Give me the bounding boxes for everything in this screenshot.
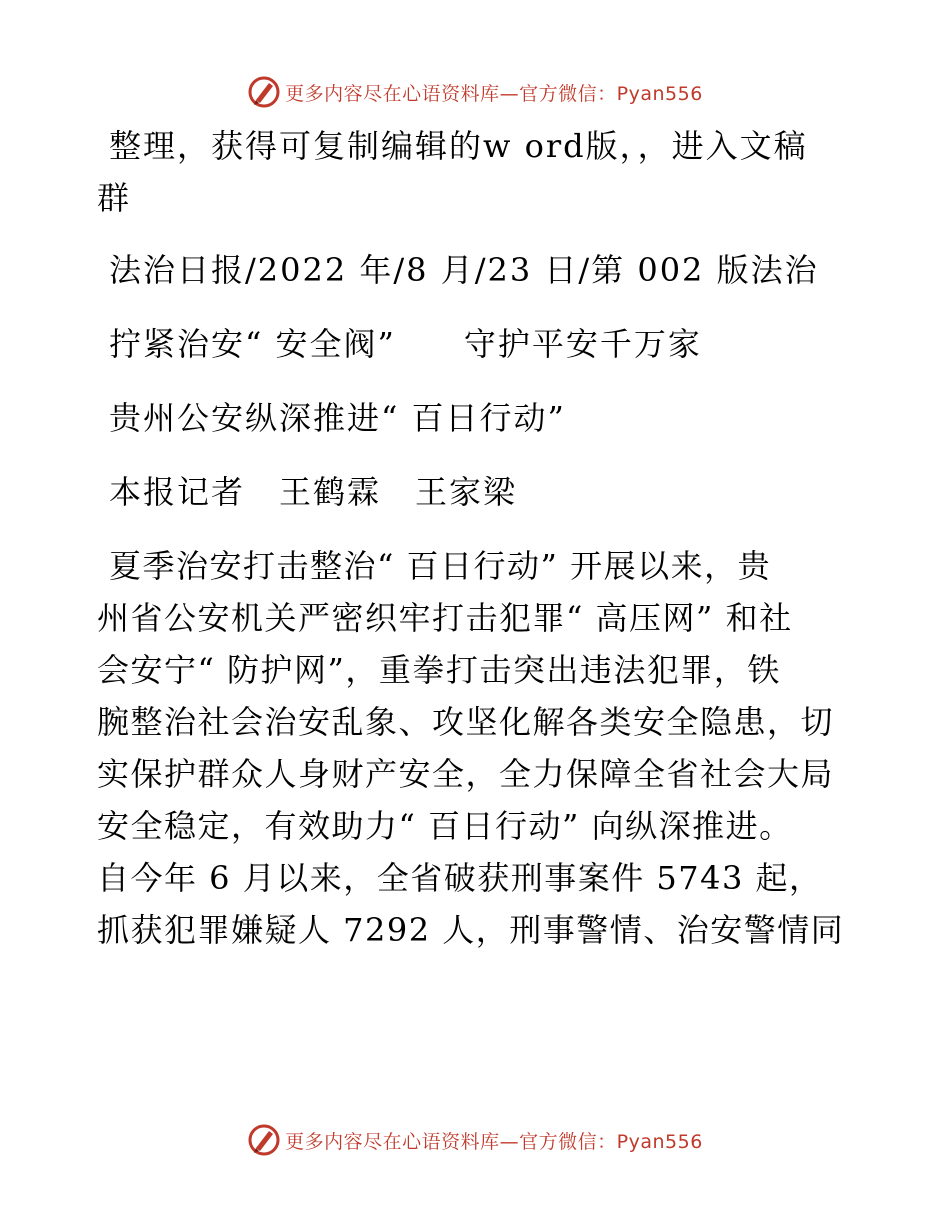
body-line: 腕整治社会治安乱象、攻坚化解各类安全隐患，切: [97, 703, 835, 741]
body-line: 安全稳定，有效助力“ 百日行动” 向纵深推进。: [97, 807, 793, 845]
intro-line-1: 整理，获得可复制编辑的w ord版，，进入文稿: [109, 127, 808, 165]
watermark-handle: Pyan556: [616, 82, 703, 105]
body-line: 抓获犯罪嫌疑人 7292 人，刑事警情、治安警情同: [97, 911, 845, 949]
watermark-label: 更多内容尽在心语资料库—官方微信：: [285, 1130, 617, 1153]
pen-logo-icon: [247, 75, 281, 109]
body-line: 夏季治安打击整治“ 百日行动” 开展以来，贵: [109, 547, 772, 585]
document-body: [97, 120, 853, 956]
watermark-label: 更多内容尽在心语资料库—官方微信：: [285, 82, 617, 105]
watermark-handle: Pyan556: [616, 1130, 703, 1153]
headline: 拧紧治安“ 安全阀” 守护平安千万家: [109, 325, 702, 363]
subheadline: 贵州公安纵深推进“ 百日行动”: [109, 399, 566, 437]
body-paragraph: [97, 540, 853, 956]
body-line: 自今年 6 月以来，全省破获刑事案件 5743 起，: [97, 859, 823, 897]
pen-logo-icon: [247, 1123, 281, 1157]
intro-line-2: 群: [97, 179, 132, 217]
body-line: 实保护群众人身财产安全，全力保障全省社会大局: [97, 755, 835, 793]
watermark-text: [285, 79, 703, 106]
footer-watermark: [0, 1120, 950, 1160]
body-line: 会安宁“ 防护网”，重拳打击突出违法犯罪，铁: [97, 651, 781, 689]
body-line: 州省公安机关严密织牢打击犯罪“ 高压网” 和社: [97, 599, 793, 637]
dateline: 法治日报/2022 年/8 月/23 日/第 002 版法治: [109, 251, 819, 289]
byline: 本报记者 王鹤霖 王家梁: [109, 473, 518, 511]
header-watermark: [0, 72, 950, 112]
watermark-text: [285, 1127, 703, 1154]
